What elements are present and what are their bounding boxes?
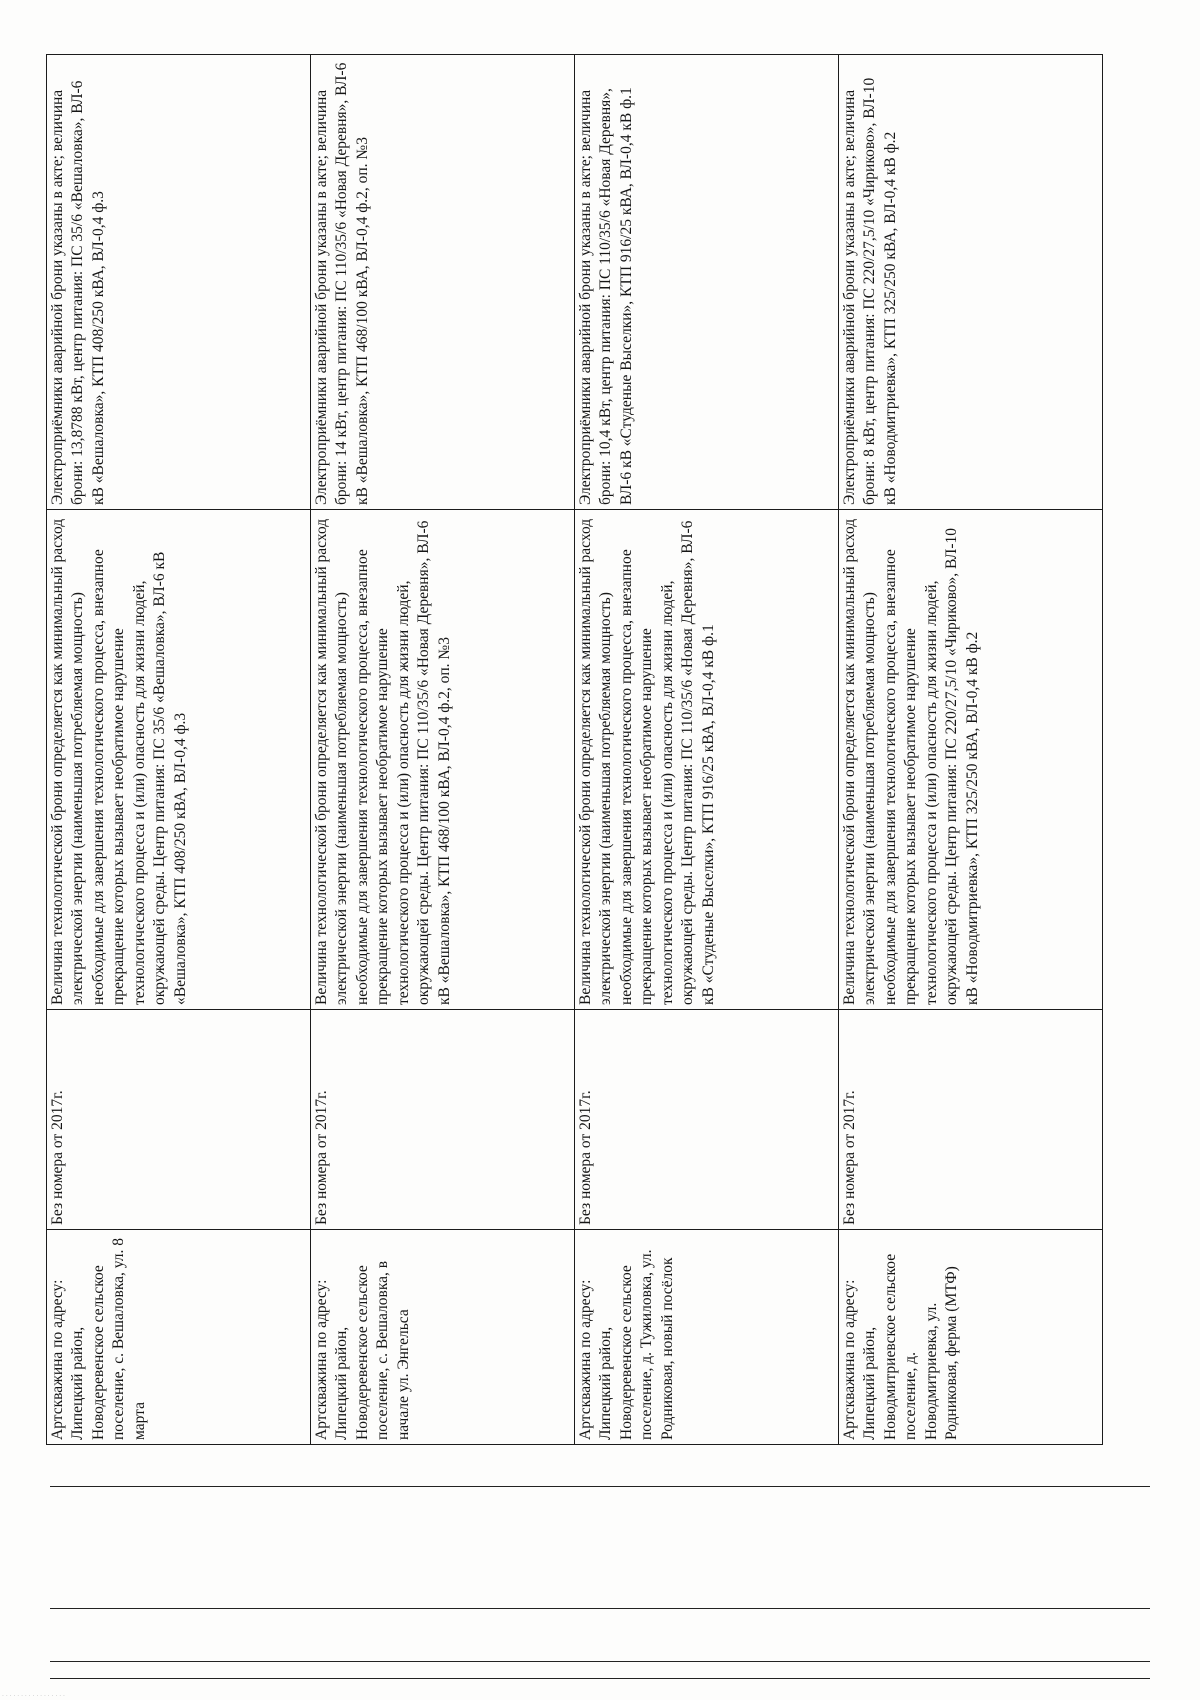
rule-line <box>50 1678 1150 1679</box>
act-cell: Без номера от 2017г. <box>47 1010 311 1230</box>
object-cell: Артскважина по адресу: Липецкий район, Новодеревенское сельское поселение, д. Тужиловка, ул. Родниковая, новый посёлок <box>575 1230 839 1445</box>
table-row <box>575 55 839 1445</box>
scan-edge-mark: · · · · · · · · · · · · · · · · · <box>2 1693 65 1700</box>
technological-reserve-cell: Величина технологической брони определяется как минимальный расход электрической энергии (наименьшая потребляемая мощность) необходимые для завершения технологического процесса, внезапное прекращение которых вызывает необратимое нарушение технологического процесса и (или) опасность для жизни людей, окружающей среды. Центр питания: ПС 220/27,5/10 «Чириково», ВЛ-10 кВ «Новодмитриевка», КТП 325/250 кВА, ВЛ-0,4 кВ ф.2 <box>839 510 1103 1010</box>
act-cell: Без номера от 2017г. <box>839 1010 1103 1230</box>
emergency-reserve-cell: Электроприёмники аварийной брони указаны в акте; величина брони: 14 кВт, центр питания: ПС 110/35/6 «Новая Деревня», ВЛ-6 кВ «Вешаловка», КТП 468/100 кВА, ВЛ-0,4 ф.2, оп. №3 <box>311 55 575 510</box>
object-cell: Артскважина по адресу: Липецкий район, Новодеревенское сельское поселение, с. Вешаловка, в начале ул. Энгельса <box>311 1230 575 1445</box>
emergency-reserve-cell: Электроприёмники аварийной брони указаны в акте; величина брони: 8 кВт, центр питания: ПС 220/27,5/10 «Чириково», ВЛ-10 кВ «Новодмитриевка», КТП 325/250 кВА, ВЛ-0,4 кВ ф.2 <box>839 55 1103 510</box>
emergency-reserve-cell: Электроприёмники аварийной брони указаны в акте; величина брони: 10,4 кВт, центр питания: ПС 110/35/6 «Новая Деревня», ВЛ-6 кВ «Студеные Выселки», КТП 916/25 кВА, ВЛ-0,4 кВ ф.1 <box>575 55 839 510</box>
rule-line <box>50 1608 1150 1609</box>
table-row <box>839 55 1103 1445</box>
act-cell: Без номера от 2017г. <box>311 1010 575 1230</box>
table-row <box>47 55 311 1445</box>
table-row <box>311 55 575 1445</box>
technological-reserve-cell: Величина технологической брони определяется как минимальный расход электрической энергии (наименьшая потребляемая мощность) необходимые для завершения технологического процесса, внезапное прекращение которых вызывает необратимое нарушение технологического процесса и (или) опасность для жизни людей, окружающей среды. Центр питания: ПС 110/35/6 «Новая Деревня», ВЛ-6 кВ «Студеные Выселки», КТП 916/25 кВА, ВЛ-0,4 кВ ф.1 <box>575 510 839 1010</box>
object-cell: Артскважина по адресу: Липецкий район, Новодмитриевское сельское поселение, д. Новодмитриевка, ул. Родниковая, ферма (МТФ) <box>839 1230 1103 1445</box>
rule-line <box>50 1661 1150 1662</box>
object-cell: Артскважина по адресу: Липецкий район, Новодеревенское сельское поселение, с. Вешаловка, ул. 8 марта <box>47 1230 311 1445</box>
act-cell: Без номера от 2017г. <box>575 1010 839 1230</box>
technological-reserve-cell: Величина технологической брони определяется как минимальный расход электрической энергии (наименьшая потребляемая мощность) необходимые для завершения технологического процесса, внезапное прекращение которых вызывает необратимое нарушение технологического процесса и (или) опасность для жизни людей, окружающей среды. Центр питания: ПС 110/35/6 «Новая Деревня», ВЛ-6 кВ «Вешаловка», КТП 468/100 кВА, ВЛ-0,4 ф.2, оп. №3 <box>311 510 575 1010</box>
emergency-reserve-cell: Электроприёмники аварийной брони указаны в акте; величина брони: 13,8788 кВт, центр питания: ПС 35/6 «Вешаловка», ВЛ-6 кВ «Вешаловка», КТП 408/250 кВА, ВЛ-0,4 ф.3 <box>47 55 311 510</box>
rule-line <box>50 1486 1150 1487</box>
reservation-acts-table <box>46 54 1103 1445</box>
technological-reserve-cell: Величина технологической брони определяется как минимальный расход электрической энергии (наименьшая потребляемая мощность) необходимые для завершения технологического процесса, внезапное прекращение которых вызывает необратимое нарушение технологического процесса и (или) опасность для жизни людей, окружающей среды. Центр питания: ПС 35/6 «Вешаловка», ВЛ-6 кВ «Вешаловка», КТП 408/250 кВА, ВЛ-0,4 ф.3 <box>47 510 311 1010</box>
